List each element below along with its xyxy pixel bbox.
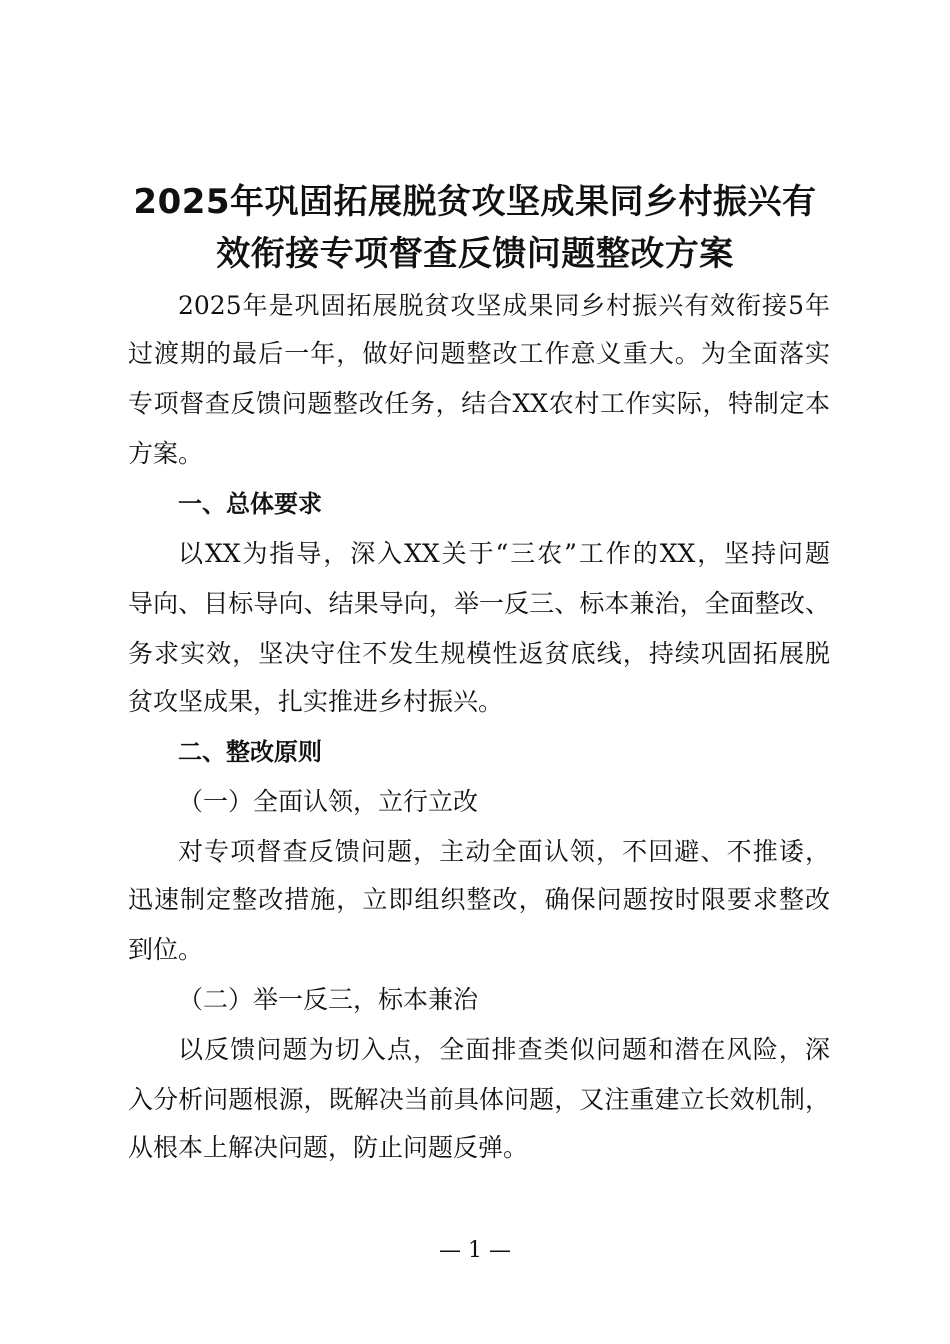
- intro-paragraph-line: 过渡期的最后一年，做好问题整改工作意义重大。为全面落实: [128, 339, 830, 368]
- subsection1-paragraph-line: 对专项督查反馈问题，主动全面认领，不回避、不推诿，: [178, 837, 830, 866]
- section1-paragraph-line: 以XX为指导，深入XX关于“三农”工作的XX，坚持问题: [178, 539, 830, 568]
- intro-paragraph-line: 2025年是巩固拓展脱贫攻坚成果同乡村振兴有效衔接5年: [178, 291, 830, 320]
- section-heading-rectification-principles: 二、整改原则: [178, 738, 322, 766]
- intro-paragraph-line: 方案。: [128, 439, 204, 468]
- subsection-heading-1: （一）全面认领，立行立改: [178, 787, 479, 816]
- intro-paragraph-line: 专项督查反馈问题整改任务，结合XX农村工作实际，特制定本: [128, 389, 830, 418]
- subsection2-paragraph-line: 以反馈问题为切入点，全面排查类似问题和潜在风险，深: [178, 1035, 830, 1064]
- section-heading-overall-requirements: 一、总体要求: [178, 490, 322, 518]
- subsection2-paragraph-line: 入分析问题根源，既解决当前具体问题，又注重建立长效机制，: [128, 1085, 830, 1114]
- subsection-heading-2: （二）举一反三，标本兼治: [178, 985, 479, 1014]
- subsection1-paragraph-line: 迅速制定整改措施，立即组织整改，确保问题按时限要求整改: [128, 885, 830, 914]
- document-title-line-2: 效衔接专项督查反馈问题整改方案: [216, 234, 734, 274]
- document-title-line-1: 2025年巩固拓展脱贫攻坚成果同乡村振兴有: [133, 182, 817, 222]
- subsection1-paragraph-line: 到位。: [128, 935, 204, 964]
- section1-paragraph-line: 务求实效，坚决守住不发生规模性返贫底线，持续巩固拓展脱: [128, 639, 830, 668]
- section1-paragraph-line: 贫攻坚成果，扎实推进乡村振兴。: [128, 687, 504, 716]
- subsection2-paragraph-line: 从根本上解决问题，防止问题反弹。: [128, 1133, 529, 1162]
- page-number: — 1 —: [439, 1238, 511, 1263]
- section1-paragraph-line: 导向、目标导向、结果导向，举一反三、标本兼治，全面整改、: [128, 589, 830, 618]
